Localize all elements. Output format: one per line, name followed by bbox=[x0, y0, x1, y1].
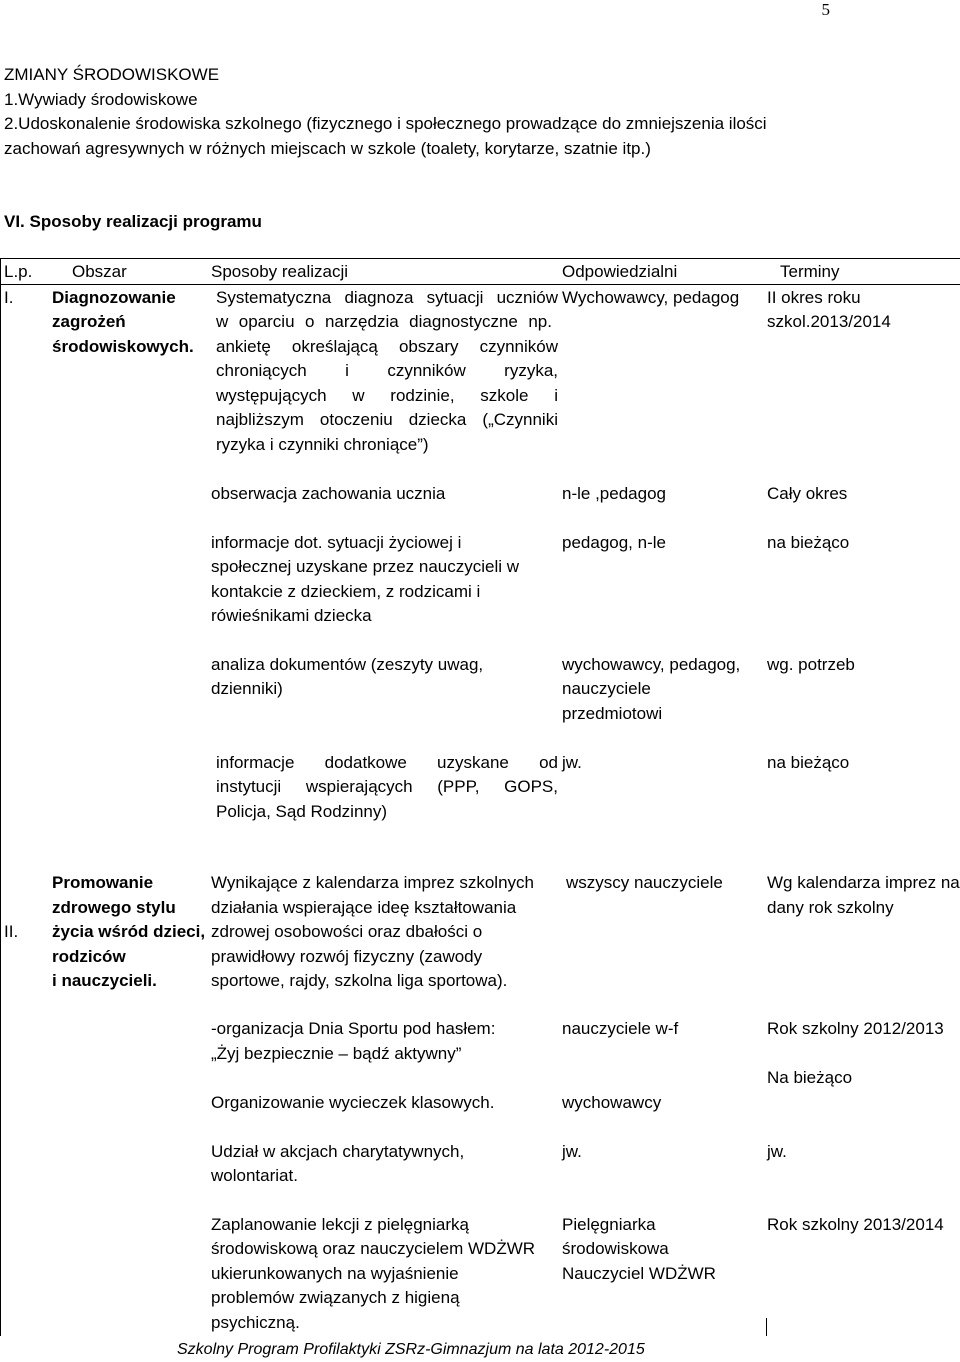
header-sposoby: Sposoby realizacji bbox=[211, 262, 349, 281]
row1-obszar-line-2: zagrożeń bbox=[52, 312, 126, 331]
row2-obszar-line-3: życia wśród dzieci, bbox=[52, 922, 206, 941]
header-lp: L.p. bbox=[4, 262, 33, 281]
row2-item1-sposoby-3: zdrowej osobowości oraz dbałości o bbox=[211, 922, 483, 941]
row1-item3-sposoby-2: społecznej uzyskane przez nauczycieli w bbox=[211, 557, 520, 576]
row2-item4-terminy: jw. bbox=[767, 1142, 787, 1161]
row2-item5-sposoby-3: ukierunkowanych na wyjaśnienie bbox=[211, 1264, 459, 1283]
row1-item1-odpowiedzialni: Wychowawcy, pedagog bbox=[562, 288, 740, 307]
row1-item1-sposoby-7: ryzyka i czynniki chroniące”) bbox=[216, 435, 429, 454]
row2-obszar-line-1: Promowanie bbox=[52, 873, 154, 892]
row1-item5-sposoby-3: Policja, Sąd Rodzinny) bbox=[216, 802, 388, 821]
row2-item5-odpowiedzialni-1: Pielęgniarka bbox=[562, 1215, 656, 1234]
row2-item3-sposoby: Organizowanie wycieczek klasowych. bbox=[211, 1093, 495, 1112]
table-left-border bbox=[0, 258, 1, 1336]
row1-item1-terminy-2: szkol.2013/2014 bbox=[767, 312, 891, 331]
row2-item1-sposoby-1: Wynikające z kalendarza imprez szkolnych bbox=[211, 873, 534, 892]
zmiany-heading: ZMIANY ŚRODOWISKOWE bbox=[4, 65, 220, 84]
header-odpowiedzialni: Odpowiedzialni bbox=[562, 262, 678, 281]
row2-obszar-line-5: i nauczycieli. bbox=[52, 971, 157, 990]
row1-item3-terminy: na bieżąco bbox=[767, 533, 850, 552]
row1-obszar-line-1: Diagnozowanie bbox=[52, 288, 176, 307]
row1-item5-sposoby-1: informacje dodatkowe uzyskane od bbox=[216, 753, 558, 772]
table-top-border bbox=[0, 258, 960, 259]
row2-item4-sposoby-1: Udział w akcjach charytatywnych, bbox=[211, 1142, 465, 1161]
row1-item3-sposoby-1: informacje dot. sytuacji życiowej i bbox=[211, 533, 462, 552]
row2-item2-terminy-1: Rok szkolny 2012/2013 bbox=[767, 1019, 944, 1038]
row2-obszar-line-4: rodziców bbox=[52, 947, 126, 966]
row2-item2-sposoby-1: -organizacja Dnia Sportu pod hasłem: bbox=[211, 1019, 496, 1038]
row2-lp: II. bbox=[4, 922, 19, 941]
row2-item1-sposoby-2: działania wspierające ideę kształtowania bbox=[211, 898, 517, 917]
row1-item4-sposoby-1: analiza dokumentów (zeszyty uwag, bbox=[211, 655, 484, 674]
row1-item4-odpowiedzialni-1: wychowawcy, pedagog, bbox=[562, 655, 741, 674]
zmiany-item-2-line-2: zachowań agresywnych w różnych miejscach w szkole (toalety, korytarze, szatnie itp.) bbox=[4, 139, 651, 158]
row2-item5-sposoby-5: psychiczną. bbox=[211, 1313, 300, 1332]
row1-item1-sposoby-3: ankietę określającą obszary czynników bbox=[216, 337, 558, 356]
row2-item1-terminy-1: Wg kalendarza imprez na bbox=[767, 873, 960, 892]
row2-item5-odpowiedzialni-3: Nauczyciel WDŻWR bbox=[562, 1264, 716, 1283]
row1-item1-sposoby-4: chroniących i czynników ryzyka, bbox=[216, 361, 558, 380]
row1-item5-odpowiedzialni: jw. bbox=[562, 753, 582, 772]
row1-item4-terminy: wg. potrzeb bbox=[767, 655, 855, 674]
row2-item5-sposoby-2: środowiskową oraz nauczycielem WDŻWR bbox=[211, 1239, 536, 1258]
row1-item3-sposoby-3: kontakcie z dzieckiem, z rodzicami i bbox=[211, 582, 481, 601]
header-terminy: Terminy bbox=[780, 262, 840, 281]
row1-item1-sposoby-5: występujących w rodzinie, szkole i bbox=[216, 386, 558, 405]
row2-item5-odpowiedzialni-2: środowiskowa bbox=[562, 1239, 669, 1258]
row2-item2-odpowiedzialni: nauczyciele w-f bbox=[562, 1019, 679, 1038]
row1-item1-sposoby-2: w oparciu o narzędzia diagnostyczne np. bbox=[216, 312, 552, 331]
row1-item3-odpowiedzialni: pedagog, n-le bbox=[562, 533, 666, 552]
footer-text: Szkolny Program Profilaktyki ZSRz-Gimnazjum na lata 2012-2015 bbox=[177, 1341, 645, 1358]
row1-item5-sposoby-2: instytucji wspierających (PPP, GOPS, bbox=[216, 777, 558, 796]
column-divider bbox=[766, 1318, 767, 1336]
zmiany-item-2-line-1: 2.Udoskonalenie środowiska szkolnego (fizycznego i społecznego prowadzące do zmniejszenia ilości bbox=[4, 114, 767, 133]
row2-item4-sposoby-2: wolontariat. bbox=[211, 1166, 298, 1185]
row1-item1-terminy-1: II okres roku bbox=[767, 288, 861, 307]
row2-item1-terminy-2: dany rok szkolny bbox=[767, 898, 894, 917]
row1-item4-odpowiedzialni-3: przedmiotowi bbox=[562, 704, 663, 723]
row2-item1-sposoby-4: prawidłowy rozwój fizyczny (zawody bbox=[211, 947, 483, 966]
row2-item5-terminy: Rok szkolny 2013/2014 bbox=[767, 1215, 944, 1234]
row1-item4-odpowiedzialni-2: nauczyciele bbox=[562, 679, 651, 698]
row2-item5-sposoby-4: problemów związanych z higieną bbox=[211, 1288, 460, 1307]
row1-lp: I. bbox=[4, 288, 14, 307]
row1-item1-sposoby-6: najbliższym otoczeniu dziecka („Czynniki bbox=[216, 410, 558, 429]
row1-item5-terminy: na bieżąco bbox=[767, 753, 850, 772]
row1-item3-sposoby-4: rówieśnikami dziecka bbox=[211, 606, 372, 625]
row2-item2-sposoby-2: „Żyj bezpiecznie – bądź aktywny” bbox=[211, 1044, 462, 1063]
row1-item1-sposoby-1: Systematyczna diagnoza sytuacji uczniów bbox=[216, 288, 558, 307]
row1-item2-terminy: Cały okres bbox=[767, 484, 848, 503]
row1-item2-odpowiedzialni: n-le ,pedagog bbox=[562, 484, 666, 503]
section-title: VI. Sposoby realizacji programu bbox=[4, 212, 262, 231]
row1-obszar-line-3: środowiskowych. bbox=[52, 337, 194, 356]
header-obszar: Obszar bbox=[72, 262, 127, 281]
row2-item2-terminy-3: Na bieżąco bbox=[767, 1068, 853, 1087]
zmiany-item-1: 1.Wywiady środowiskowe bbox=[4, 90, 198, 109]
page-number: 5 bbox=[821, 0, 830, 19]
row2-item3-odpowiedzialni: wychowawcy bbox=[562, 1093, 662, 1112]
row2-item5-sposoby-1: Zaplanowanie lekcji z pielęgniarką bbox=[211, 1215, 469, 1234]
row2-obszar-line-2: zdrowego stylu bbox=[52, 898, 176, 917]
row2-item4-odpowiedzialni: jw. bbox=[562, 1142, 582, 1161]
row1-item2-sposoby: obserwacja zachowania ucznia bbox=[211, 484, 446, 503]
row1-item4-sposoby-2: dzienniki) bbox=[211, 679, 283, 698]
header-bottom-border bbox=[0, 284, 960, 285]
row2-item1-sposoby-5: sportowe, rajdy, szkolna liga sportowa). bbox=[211, 971, 508, 990]
row2-item1-odpowiedzialni: wszyscy nauczyciele bbox=[566, 873, 723, 892]
